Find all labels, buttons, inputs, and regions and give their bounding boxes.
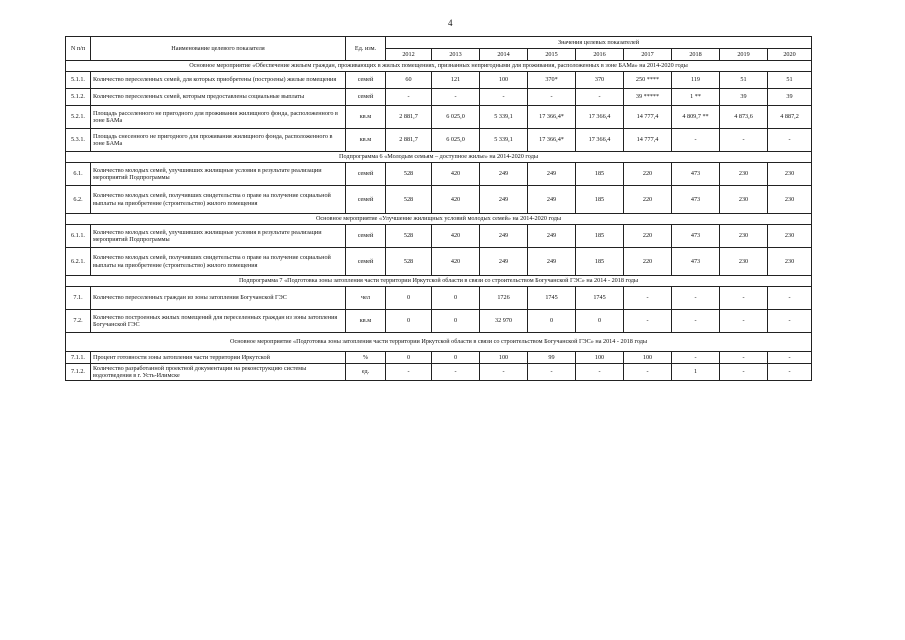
header-year: 2020	[768, 49, 812, 61]
header-values-caption: Значения целевых показателей	[386, 37, 812, 49]
row-name: Площадь расселенного не пригодного для проживания жилищного фонда, расположенного в зоне БАМа	[91, 106, 346, 129]
row-value: 185	[576, 186, 624, 214]
row-num: 6.2.1.	[66, 248, 91, 276]
row-value: 14 777,4	[624, 129, 672, 152]
row-value: -	[624, 287, 672, 310]
row-value: 119	[672, 72, 720, 89]
row-num: 5.2.1.	[66, 106, 91, 129]
header-year: 2017	[624, 49, 672, 61]
row-value: 370	[576, 72, 624, 89]
table-row	[66, 129, 812, 152]
row-value: 1745	[576, 287, 624, 310]
row-unit: семей	[346, 89, 386, 106]
section-row	[66, 61, 812, 72]
section-title: Основное мероприятие «Подготовка зоны затопления части территории Иркутской области в связи со строительством Богучанской ГЭС» на 2014 - 2018 годы	[66, 333, 812, 352]
section-row	[66, 333, 812, 352]
row-value: 420	[432, 248, 480, 276]
row-num: 7.1.1.	[66, 352, 91, 364]
row-value: 17 366,4*	[528, 106, 576, 129]
header-num: N п/п	[66, 37, 91, 61]
section-title: Основное мероприятие «Обеспечение жильем граждан, проживающих в жилых помещениях, признанных непригодными для проживания, расположенных в зоне БАМа» на 2014-2020 годы	[66, 61, 812, 72]
header-year: 2016	[576, 49, 624, 61]
row-value: 32 970	[480, 310, 528, 333]
row-value: 39	[720, 89, 768, 106]
row-value: 39	[768, 89, 812, 106]
row-value: -	[768, 287, 812, 310]
row-name: Количество построенных жилых помещений для переселенных граждан из зоны затопления Богучанской ГЭС	[91, 310, 346, 333]
row-value: 230	[768, 248, 812, 276]
target-indicators-table	[65, 36, 812, 381]
row-value: 2 881,7	[386, 106, 432, 129]
row-value: -	[768, 129, 812, 152]
row-value: 121	[432, 72, 480, 89]
row-value: -	[432, 364, 480, 381]
row-value: 185	[576, 163, 624, 186]
section-row	[66, 214, 812, 225]
row-unit: семей	[346, 248, 386, 276]
section-title: Основное мероприятие «Улучшение жилищных условий молодых семей» на 2014-2020 годы	[66, 214, 812, 225]
row-value: -	[672, 287, 720, 310]
row-name: Количество молодых семей, получивших свидетельства о праве на получение социальной выплаты на приобретение (строительство) жилого помещения	[91, 186, 346, 214]
row-value: 100	[480, 352, 528, 364]
row-name: Площадь снесенного не пригодного для проживания жилищного фонда, расположенного в зоне БАМа	[91, 129, 346, 152]
row-value: 4 873,6	[720, 106, 768, 129]
row-num: 6.2.	[66, 186, 91, 214]
row-value: 420	[432, 225, 480, 248]
row-value: 220	[624, 163, 672, 186]
row-value: -	[768, 310, 812, 333]
row-value: 1	[672, 364, 720, 381]
row-value: 528	[386, 186, 432, 214]
row-value: 0	[386, 310, 432, 333]
row-value: 51	[768, 72, 812, 89]
row-unit: ед.	[346, 364, 386, 381]
row-unit: семей	[346, 186, 386, 214]
table-row	[66, 310, 812, 333]
row-value: 0	[576, 310, 624, 333]
row-num: 5.1.2.	[66, 89, 91, 106]
row-unit: семей	[346, 225, 386, 248]
row-unit: чел	[346, 287, 386, 310]
row-value: 230	[720, 186, 768, 214]
row-value: 528	[386, 163, 432, 186]
row-value: 14 777,4	[624, 106, 672, 129]
row-value: -	[480, 364, 528, 381]
row-value: 420	[432, 186, 480, 214]
row-value: 6 025,0	[432, 129, 480, 152]
row-value: 0	[386, 352, 432, 364]
table-row	[66, 225, 812, 248]
row-value: 249	[528, 186, 576, 214]
row-name: Количество переселенных семей, для которых приобретены (построены) жилые помещения	[91, 72, 346, 89]
table-row	[66, 186, 812, 214]
row-value: -	[672, 129, 720, 152]
header-year: 2015	[528, 49, 576, 61]
row-value: 1 **	[672, 89, 720, 106]
row-value: 473	[672, 163, 720, 186]
row-value: 2 881,7	[386, 129, 432, 152]
row-num: 6.1.	[66, 163, 91, 186]
section-title: Подпрограмма 7 «Подготовка зоны затопления части территории Иркутской области в связи со строительством Богучанской ГЭС» на 2014 - 2018 годы	[66, 276, 812, 287]
row-value: 230	[768, 163, 812, 186]
table-row	[66, 287, 812, 310]
row-unit: кв.м	[346, 310, 386, 333]
row-value: -	[386, 364, 432, 381]
table-row	[66, 163, 812, 186]
row-name: Количество молодых семей, улучшивших жилищные условия в результате реализации мероприятий Подпрограммы	[91, 163, 346, 186]
row-value: 420	[432, 163, 480, 186]
row-value: 17 366,4	[576, 106, 624, 129]
row-value: 230	[720, 248, 768, 276]
row-num: 7.1.	[66, 287, 91, 310]
row-unit: %	[346, 352, 386, 364]
row-value: 100	[624, 352, 672, 364]
row-value: -	[720, 129, 768, 152]
row-value: 230	[720, 225, 768, 248]
row-name: Количество переселенных семей, которым предоставлены социальные выплаты	[91, 89, 346, 106]
row-value: 0	[386, 287, 432, 310]
row-value: 5 339,1	[480, 129, 528, 152]
row-name: Количество молодых семей, улучшивших жилищные условия в результате реализации мероприятий Подпрограммы	[91, 225, 346, 248]
row-value: 4 809,7 **	[672, 106, 720, 129]
row-value: -	[720, 364, 768, 381]
row-value: -	[768, 352, 812, 364]
row-value: 473	[672, 225, 720, 248]
row-value: -	[576, 89, 624, 106]
row-value: -	[768, 364, 812, 381]
row-unit: кв.м	[346, 129, 386, 152]
table-row	[66, 364, 812, 381]
row-value: 473	[672, 248, 720, 276]
row-value: 230	[768, 186, 812, 214]
table-row	[66, 89, 812, 106]
row-value: 60	[386, 72, 432, 89]
row-unit: кв.м	[346, 106, 386, 129]
header-year: 2019	[720, 49, 768, 61]
row-value: 249	[528, 248, 576, 276]
row-value: 100	[576, 352, 624, 364]
row-unit: семей	[346, 72, 386, 89]
header-year: 2014	[480, 49, 528, 61]
row-name: Количество разработанной проектной документации на реконструкцию системы водоотведения в г. Усть-Илимске	[91, 364, 346, 381]
row-value: 51	[720, 72, 768, 89]
row-value: 0	[432, 287, 480, 310]
row-value: -	[672, 352, 720, 364]
row-value: 1726	[480, 287, 528, 310]
row-value: 249	[480, 163, 528, 186]
row-value: -	[624, 310, 672, 333]
row-value: 0	[528, 310, 576, 333]
row-value: 17 366,4	[576, 129, 624, 152]
header-year: 2013	[432, 49, 480, 61]
row-value: -	[576, 364, 624, 381]
row-value: 249	[528, 163, 576, 186]
page-number: 4	[448, 18, 453, 28]
table-row	[66, 106, 812, 129]
row-value: -	[432, 89, 480, 106]
section-row	[66, 152, 812, 163]
row-value: 0	[432, 352, 480, 364]
row-value: 4 887,2	[768, 106, 812, 129]
row-value: -	[720, 310, 768, 333]
row-num: 7.2.	[66, 310, 91, 333]
row-value: 39 *****	[624, 89, 672, 106]
row-value: 100	[480, 72, 528, 89]
row-value: 249	[480, 248, 528, 276]
row-value: 249	[480, 225, 528, 248]
row-value: 1745	[528, 287, 576, 310]
row-value: 185	[576, 248, 624, 276]
row-value: -	[720, 352, 768, 364]
row-value: -	[624, 364, 672, 381]
table-row	[66, 352, 812, 364]
row-num: 5.3.1.	[66, 129, 91, 152]
row-value: 230	[720, 163, 768, 186]
row-value: 17 366,4*	[528, 129, 576, 152]
section-row	[66, 276, 812, 287]
row-value: 0	[432, 310, 480, 333]
row-name: Количество молодых семей, получивших свидетельства о праве на получение социальной выплаты на приобретение (строительство) жилого помещения	[91, 248, 346, 276]
row-value: 185	[576, 225, 624, 248]
row-value: -	[672, 310, 720, 333]
row-value: 99	[528, 352, 576, 364]
row-num: 5.1.1.	[66, 72, 91, 89]
row-value: 370*	[528, 72, 576, 89]
row-unit: семей	[346, 163, 386, 186]
row-num: 7.1.2.	[66, 364, 91, 381]
row-value: 528	[386, 248, 432, 276]
row-value: 230	[768, 225, 812, 248]
header-unit: Ед. изм.	[346, 37, 386, 61]
row-value: -	[528, 89, 576, 106]
row-value: 220	[624, 225, 672, 248]
row-value: -	[528, 364, 576, 381]
row-value: 5 339,1	[480, 106, 528, 129]
row-value: 249	[480, 186, 528, 214]
header-year: 2018	[672, 49, 720, 61]
row-value: 473	[672, 186, 720, 214]
row-value: -	[720, 287, 768, 310]
row-value: -	[386, 89, 432, 106]
row-num: 6.1.1.	[66, 225, 91, 248]
section-title: Подпрограмма 6 «Молодым семьям – доступное жилье» на 2014-2020 годы	[66, 152, 812, 163]
row-value: 220	[624, 248, 672, 276]
header-year: 2012	[386, 49, 432, 61]
header-name: Наименование целевого показателя	[91, 37, 346, 61]
table-row	[66, 72, 812, 89]
row-value: 6 025,0	[432, 106, 480, 129]
row-value: -	[480, 89, 528, 106]
row-value: 528	[386, 225, 432, 248]
row-name: Процент готовности зоны затопления части территории Иркутской	[91, 352, 346, 364]
row-value: 250 ****	[624, 72, 672, 89]
table-row	[66, 248, 812, 276]
row-value: 249	[528, 225, 576, 248]
row-name: Количество переселенных граждан из зоны затопления Богучанской ГЭС	[91, 287, 346, 310]
row-value: 220	[624, 186, 672, 214]
